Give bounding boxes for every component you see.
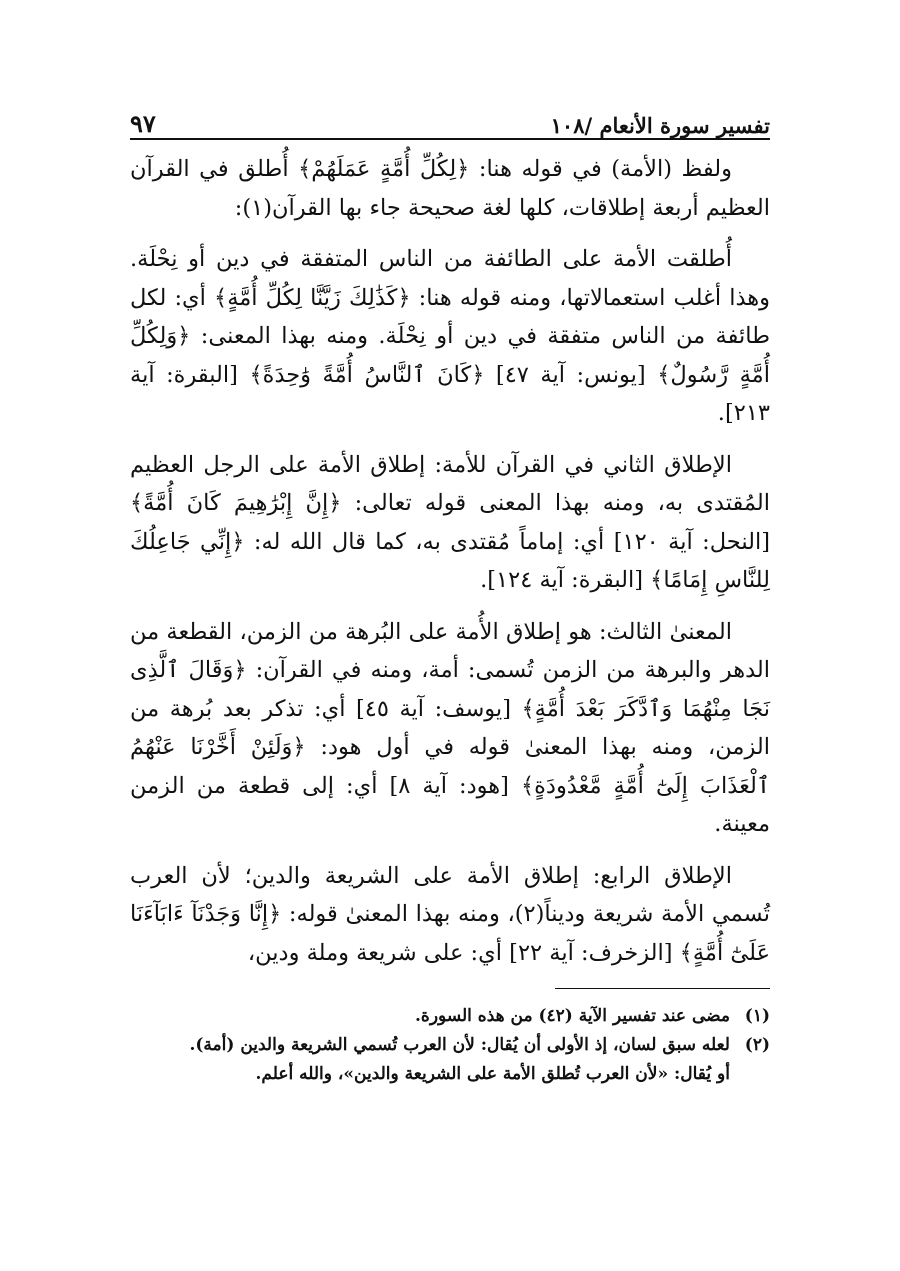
footnote-divider (555, 988, 770, 989)
paragraph: ولفظ (الأمة) في قوله هنا: ﴿لِكُلِّ أُمَّةٍ عَمَلَهُمْ﴾ أُطلق في القرآن العظيم أربعة إطلاقات، كلها لغة صحيحة جاء بها القرآن(١): (130, 156, 770, 221)
paragraph: المعنىٰ الثالث: هو إطلاق الأُمة على البُرهة من الزمن، القطعة من الدهر والبرهة من الزمن تُسمى: أمة، ومنه في القرآن: ﴿وَقَالَ ٱلَّذِى نَجَا مِنْهُمَا وَٱدَّكَرَ بَعْدَ أُمَّةٍ﴾ [يوسف: آية ٤٥] أي: تذكر بعد بُرهة من الزمن، ومنه بهذا المعنىٰ قوله في أول هود: ﴿وَلَئِنْ أَخَّرْنَا عَنْهُمُ ٱلْعَذَابَ إِلَىٰٓ أُمَّةٍ مَّعْدُودَةٍ﴾ [هود: آية ٨] أي: إلى قطعة من الزمن معينة. (130, 618, 771, 837)
footnote-item (130, 1002, 770, 1031)
book-page (130, 92, 770, 1089)
paragraph: الإطلاق الرابع: إطلاق الأمة على الشريعة والدين؛ لأن العرب تُسمي الأمة شريعة وديناً(٢)، ومنه بهذا المعنىٰ قوله: ﴿إِنَّا وَجَدْنَآ ءَابَآءَنَا عَلَىٰٓ أُمَّةٍ﴾ [الزخرف: آية ٢٢] أي: على شريعة وملة ودين، (130, 862, 770, 966)
main-text (130, 150, 770, 972)
footnote-text: مضى عند تفسير الآية (٤٢) من هذه السورة. (415, 1006, 730, 1026)
footnote-item (130, 1031, 770, 1089)
footnote-text: لعله سبق لسان، إذ الأولى أن يُقال: لأن العرب تُسمي الشريعة والدين (أمة). (189, 1035, 730, 1055)
footnote-number: (١) (744, 1006, 770, 1026)
page-header (130, 92, 770, 140)
paragraph: أُطلقت الأمة على الطائفة من الناس المتفقة في دين أو نِحْلَة. وهذا أغلب استعمالاتها، ومنه قوله هنا: ﴿كَذَٰلِكَ زَيَّنَّا لِكُلِّ أُمَّةٍ﴾ أي: لكل طائفة من الناس متفقة في دين أو نِحْلَة. ومنه بهذا المعنى: ﴿وَلِكُلِّ أُمَّةٍ رَّسُولٌ﴾ [يونس: آية ٤٧] ﴿كَانَ ٱلنَّاسُ أُمَّةً وَٰحِدَةً﴾ [البقرة: آية ٢١٣]. (130, 246, 770, 426)
page-number: ٩٧ (130, 109, 156, 138)
running-title: تفسير سورة الأنعام /١٠٨ (550, 113, 770, 138)
footnote-number: (٢) (744, 1035, 770, 1055)
paragraph: الإطلاق الثاني في القرآن للأمة: إطلاق الأمة على الرجل العظيم المُقتدى به، ومنه بهذا المعنى قوله تعالى: ﴿إِنَّ إِبْرَٰهِيمَ كَانَ أُمَّةً﴾ [النحل: آية ١٢٠] أي: إماماً مُقتدى به، كما قال الله له: ﴿إِنِّي جَاعِلُكَ لِلنَّاسِ إِمَامًا﴾ [البقرة: آية ١٢٤]. (130, 451, 770, 593)
footnote-text: أو يُقال: «لأن العرب تُطلق الأمة على الشريعة والدين»، والله أعلم. (255, 1064, 730, 1084)
footnotes (130, 988, 770, 1089)
